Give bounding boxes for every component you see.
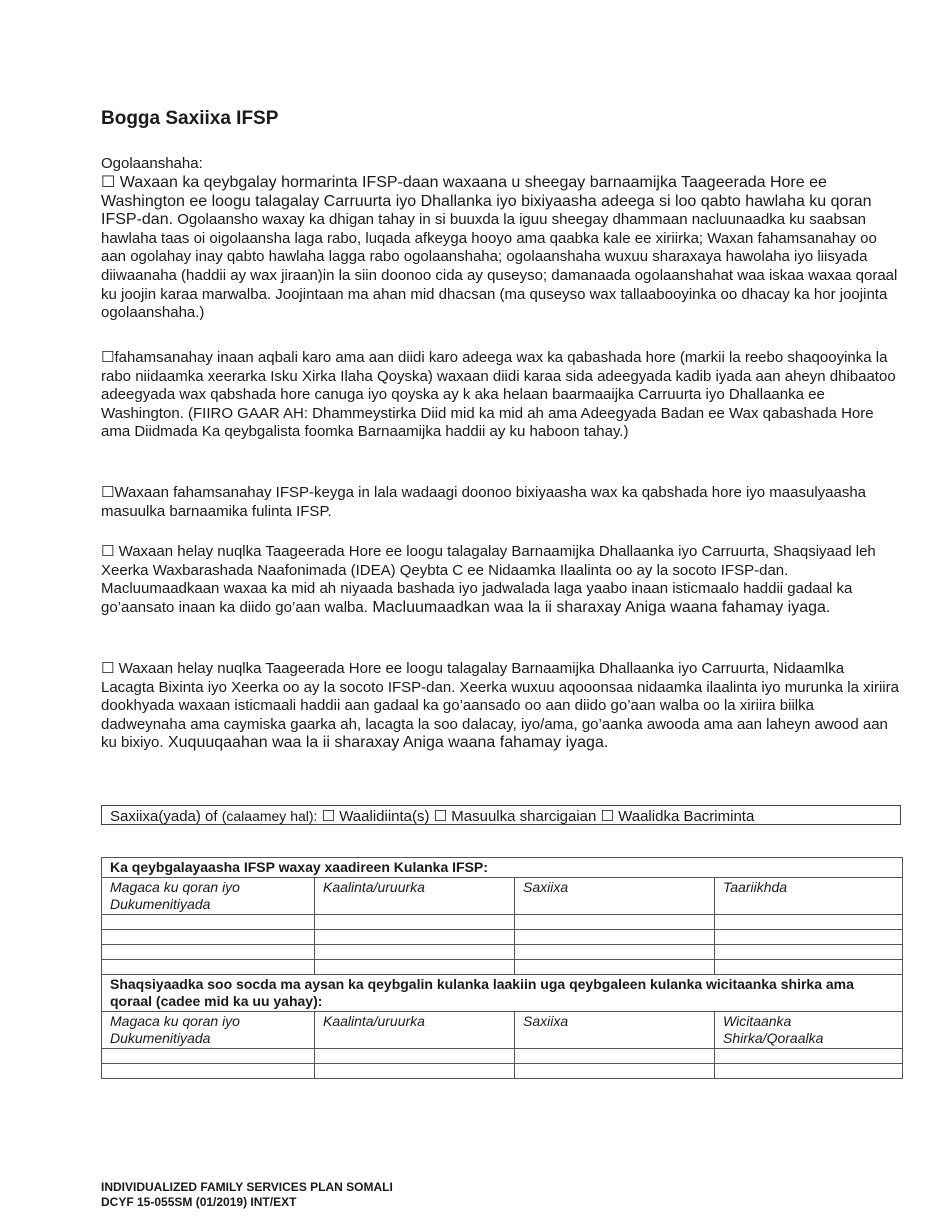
table-cell[interactable] [102,1064,315,1079]
table-cell[interactable] [102,1049,315,1064]
signature-type-hint: (calaamey hal): [221,808,318,824]
table-row [102,1049,903,1064]
consent-paragraph-participation-body: Ogolaansho waxay ka dhigan tahay in si buuxda la iguu sheegay dhammaan nacluunaadka ku saabsan hawlaha taas oi oigolaansha laga rabo, luqada afkeyga hooyo ama qaabka kale ee xiriirka; Waxan fahamsanahay oo aan ogolahay inay qabto hawlaha lagga rabo ogolaanshaha; ogolaanshaha wuxuu sharaxaya hawolaha iyo liisyada diiwaanaha (haddii ay wax jiraan)in la siin doonoo cida ay quseyso; damanaada ogolaanshahat waa iskaa waxaa qoraal ku joojin karaa marwalba. Joojintaan ma ahan mid dhacsan (ma quseyso wax tallaabooyinka oo dhacay ka hor joojinta ogolaanshaha.) [101,211,898,322]
table-cell[interactable] [102,960,315,975]
column-header-role: Kaalinta/uruurka [315,1012,515,1049]
signature-type-options[interactable]: ☐ Waalidiinta(s) ☐ Masuulka sharcigaian ☐ Waalidka Bacriminta [317,808,755,825]
form-footer [101,1180,393,1210]
table-row [102,915,903,930]
table-cell[interactable] [315,1064,515,1079]
signature-table [101,857,903,1079]
column-header-conference-written: Wicitaanka Shirka/Qoraalka [715,1012,903,1049]
table-cell[interactable] [315,960,515,975]
consent-paragraph-participation-lead: ☐ Waxaan ka qeybgalay hormarinta IFSP-daan waxaana u sheegay barnaamijka Taageerada Hore ee Washington ee loogu talagalay Carruurta iyo Dhallanka iyo bixiyaasha adeega si loo qabto hawlaha ku qoran IFSP-dan. [101,174,872,229]
table-cell[interactable] [515,1064,715,1079]
consent-paragraph-participation [101,174,901,323]
signature-type-box[interactable] [101,805,901,825]
table-row [102,1064,903,1079]
table-cell[interactable] [315,1049,515,1064]
remote-participants-section-header: Shaqsiyaadka soo socda ma aysan ka qeybgalin kulanka laakiin uga qeybgaleen kulanka wicitaanka shirka ama qoraal (cadee mid ka uu yahay): [102,975,903,1012]
consent-paragraph-idea-rights-body: ☐ Waxaan helay nuqlka Taageerada Hore ee loogu talagalay Barnaamijka Dhallaanka iyo Carruurta, Shaqsiyaad leh Xeerka Waxbarashada Naafonimada (IDEA) Qeybta C ee Nidaamka Ilaalinta oo ay la socoto IFSP-dan. Macluumaadkaan waxaa ka mid ah niyaada bashada iyo jadwalada laga yaabo inaan isticmaalo haddii gadaal ka go’aansato inaan ka diido go’aan walba. [101,543,876,616]
table-cell[interactable] [102,930,315,945]
footer-form-number: DCYF 15-055SM (01/2019) INT/EXT [101,1195,297,1209]
consent-paragraph-sharing: ☐Waxaan fahamsanahay IFSP-keyga in lala wadaagi doonoo bixiyaasha wax ka qabshada hore iyo maasulyaasha masuulka barnaamika fulinta IFSP. [101,484,867,520]
table-cell[interactable] [315,930,515,945]
column-header-name: Magaca ku qoran iyo Dukumenitiyada [102,878,315,915]
table-cell[interactable] [715,930,903,945]
consent-label: Ogolaanshaha: [101,155,203,172]
page-title: Bogga Saxiixa IFSP [101,108,279,129]
column-header-role: Kaalinta/uruurka [315,878,515,915]
table-row [102,960,903,975]
table-cell[interactable] [102,915,315,930]
table-cell[interactable] [515,915,715,930]
table-cell[interactable] [315,915,515,930]
signature-type-label: Saxiixa(yada) of [110,808,222,825]
consent-paragraph-idea-rights [101,543,901,617]
column-header-name: Magaca ku qoran iyo Dukumenitiyada [102,1012,315,1049]
column-header-date: Taariikhda [715,878,903,915]
table-cell[interactable] [515,1049,715,1064]
table-cell[interactable] [515,930,715,945]
table-cell[interactable] [315,945,515,960]
table-cell[interactable] [715,945,903,960]
footer-form-title: INDIVIDUALIZED FAMILY SERVICES PLAN SOMALI [101,1180,393,1194]
table-cell[interactable] [515,945,715,960]
table-cell[interactable] [515,960,715,975]
table-cell[interactable] [715,1049,903,1064]
consent-paragraph-payment-policy [101,660,901,753]
table-row [102,945,903,960]
table-cell[interactable] [715,1064,903,1079]
table-cell[interactable] [102,945,315,960]
consent-paragraph-idea-rights-tail: Macluumaadkan waa la ii sharaxay Aniga waana fahamay iyaga. [367,598,831,616]
column-header-signature: Saxiixa [515,878,715,915]
consent-paragraph-payment-policy-tail: Xuquuqaahan waa la ii sharaxay Aniga waana fahamay iyaga. [163,734,609,752]
attendees-section-header: Ka qeybgalayaasha IFSP waxay xaadireen Kulanka IFSP: [102,858,903,878]
consent-paragraph-accept-decline: ☐fahamsanahay inaan aqbali karo ama aan diidi karo adeega wax ka qabashada hore (markii la reebo shaqooyinka la rabo niidaamka xeerarka Isku Xirka Ilaha Qoyska) waxaan diidi karaa sida adeegyada kadib iyada aan aheyn dhibaatoo adeegyada wax qabshada hore canuga iyo qoyska ay k aka helaan baarmaaijka Carruurta iyo Dhallaanka ee Washington. (FIIRO GAAR AH: Dhammeystirka Diid mid ka mid ah ama Adeegyada Badan ee Wax qabashada Hore ama Diidmada Ka qeybgalista foomka Barnaamijka haddii ay ku haboon tahay.) [101,349,896,441]
table-row [102,930,903,945]
column-header-signature: Saxiixa [515,1012,715,1049]
consent-paragraph-payment-policy-body: ☐ Waxaan helay nuqlka Taageerada Hore ee loogu talagalay Barnaamijka Dhallaanka iyo Carruurta, Nidaamlka Lacagta Bixinta iyo Xeerka oo ay la socoto IFSP-dan. Xeerka wuxuu aqooonsaa nidaamka ilaalinta iyo murunka la xiriira dookhyada waxaan isticmaali haddii aan gadaal ka go’aansado oo aan diido go’aan walba oo la xiriira biilka dadweynaha ama caymiska gaarka ah, lacagta la soo dalacay, iyo/ama, go’aanka awooda ama aan laheyn awood aan ku bixiyo. [101,660,899,752]
table-cell[interactable] [715,915,903,930]
table-cell[interactable] [715,960,903,975]
